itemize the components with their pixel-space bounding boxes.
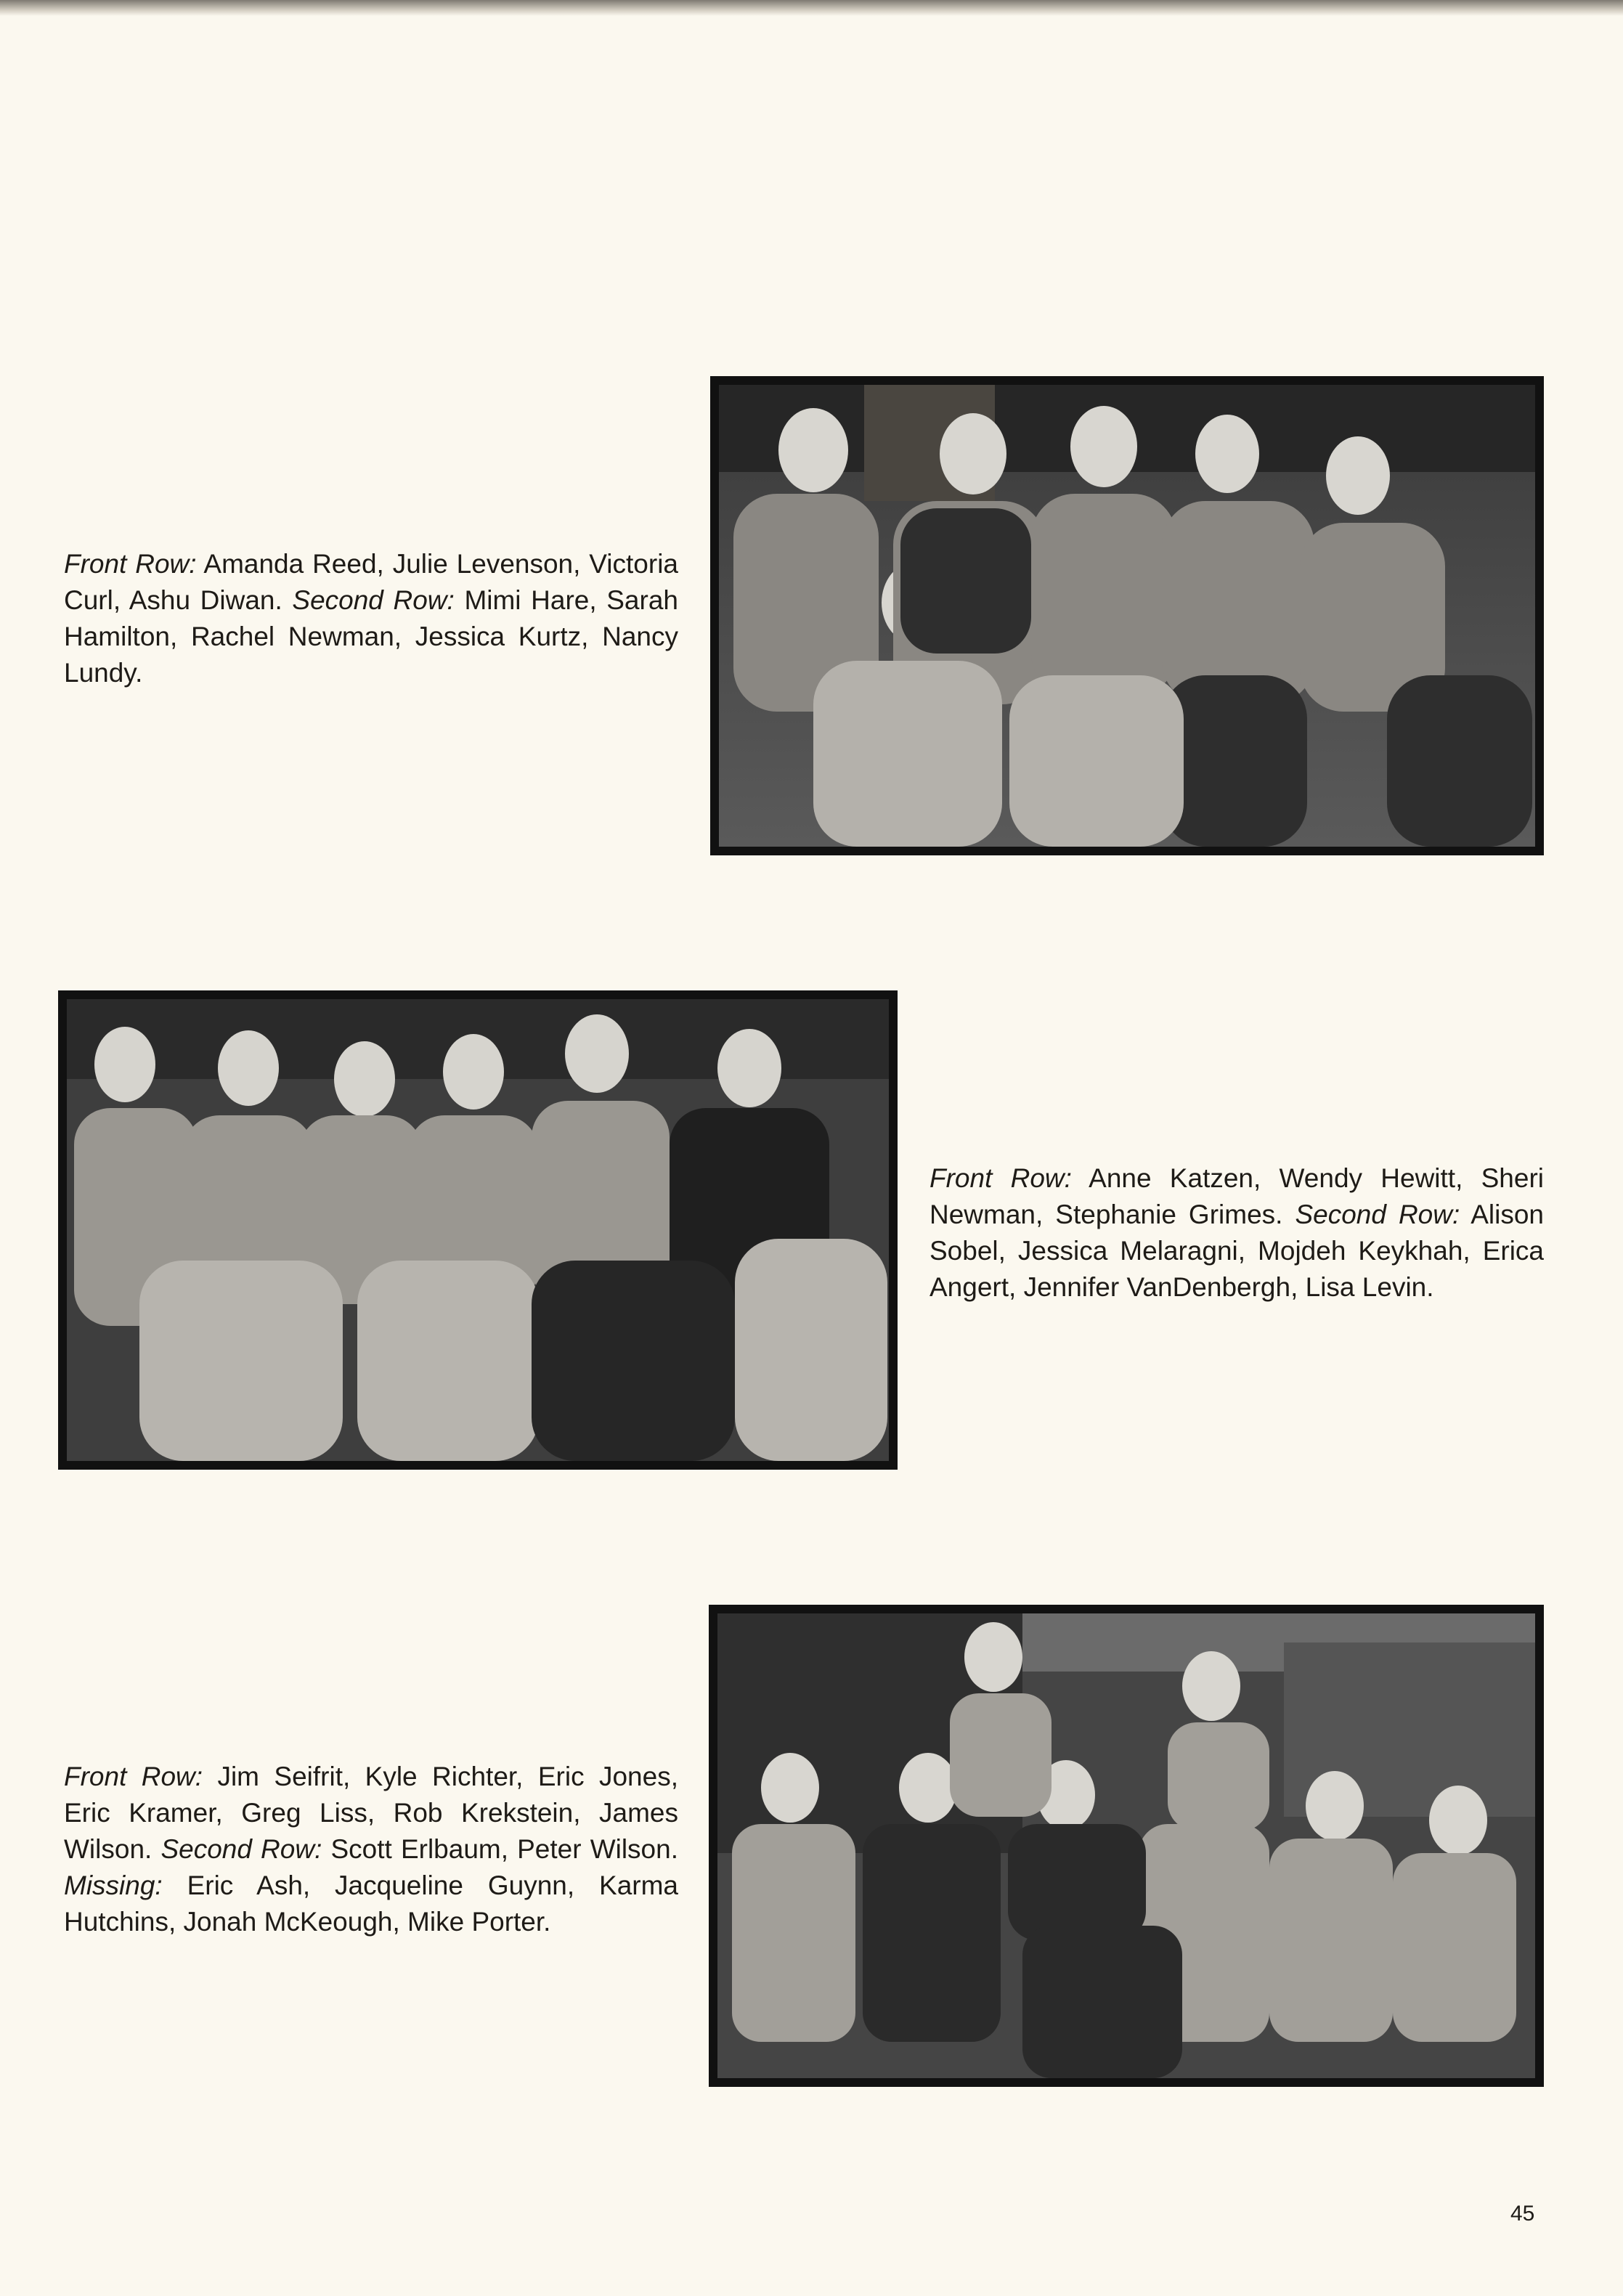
caption-label: Front Row:	[64, 1762, 203, 1791]
group-photo-2	[58, 990, 898, 1470]
caption-label: Front Row:	[930, 1163, 1072, 1193]
caption-names: Amanda Reed, Julie Levenson, Victoria Curl, Ashu Diwan.	[64, 549, 679, 615]
caption-names: Jim Seifrit, Kyle Richter, Eric Jones, Eric Kramer, Greg Liss, Rob Krekstein, James Wilson.	[64, 1762, 678, 1864]
caption-names: Anne Katzen, Wendy Hewitt, Sheri Newman, Stephanie Grimes.	[930, 1163, 1544, 1229]
caption-label: Second Row:	[160, 1834, 322, 1864]
group-3-caption	[64, 1759, 678, 1940]
caption-label: Missing:	[64, 1870, 163, 1900]
group-2-caption	[930, 1160, 1544, 1306]
caption-names: Eric Ash, Jacqueline Guynn, Karma Hutchins, Jonah McKeough, Mike Porter.	[64, 1870, 678, 1937]
page-top-edge	[0, 0, 1623, 16]
group-photo-1	[710, 376, 1544, 855]
caption-label: Second Row:	[1295, 1200, 1460, 1229]
group-1-caption	[64, 546, 678, 691]
caption-label: Second Row:	[292, 585, 455, 615]
group-photo-3	[709, 1605, 1544, 2087]
caption-names: Scott Erlbaum, Peter Wilson.	[322, 1834, 678, 1864]
caption-label: Front Row:	[64, 549, 197, 579]
page-number: 45	[1510, 2202, 1535, 2226]
caption-names: Mimi Hare, Sarah Hamilton, Rachel Newman, Jessica Kurtz, Nancy Lundy.	[64, 585, 678, 688]
caption-names: Alison Sobel, Jessica Melaragni, Mojdeh Keykhah, Erica Angert, Jennifer VanDenbergh, Lisa Levin.	[930, 1200, 1544, 1302]
